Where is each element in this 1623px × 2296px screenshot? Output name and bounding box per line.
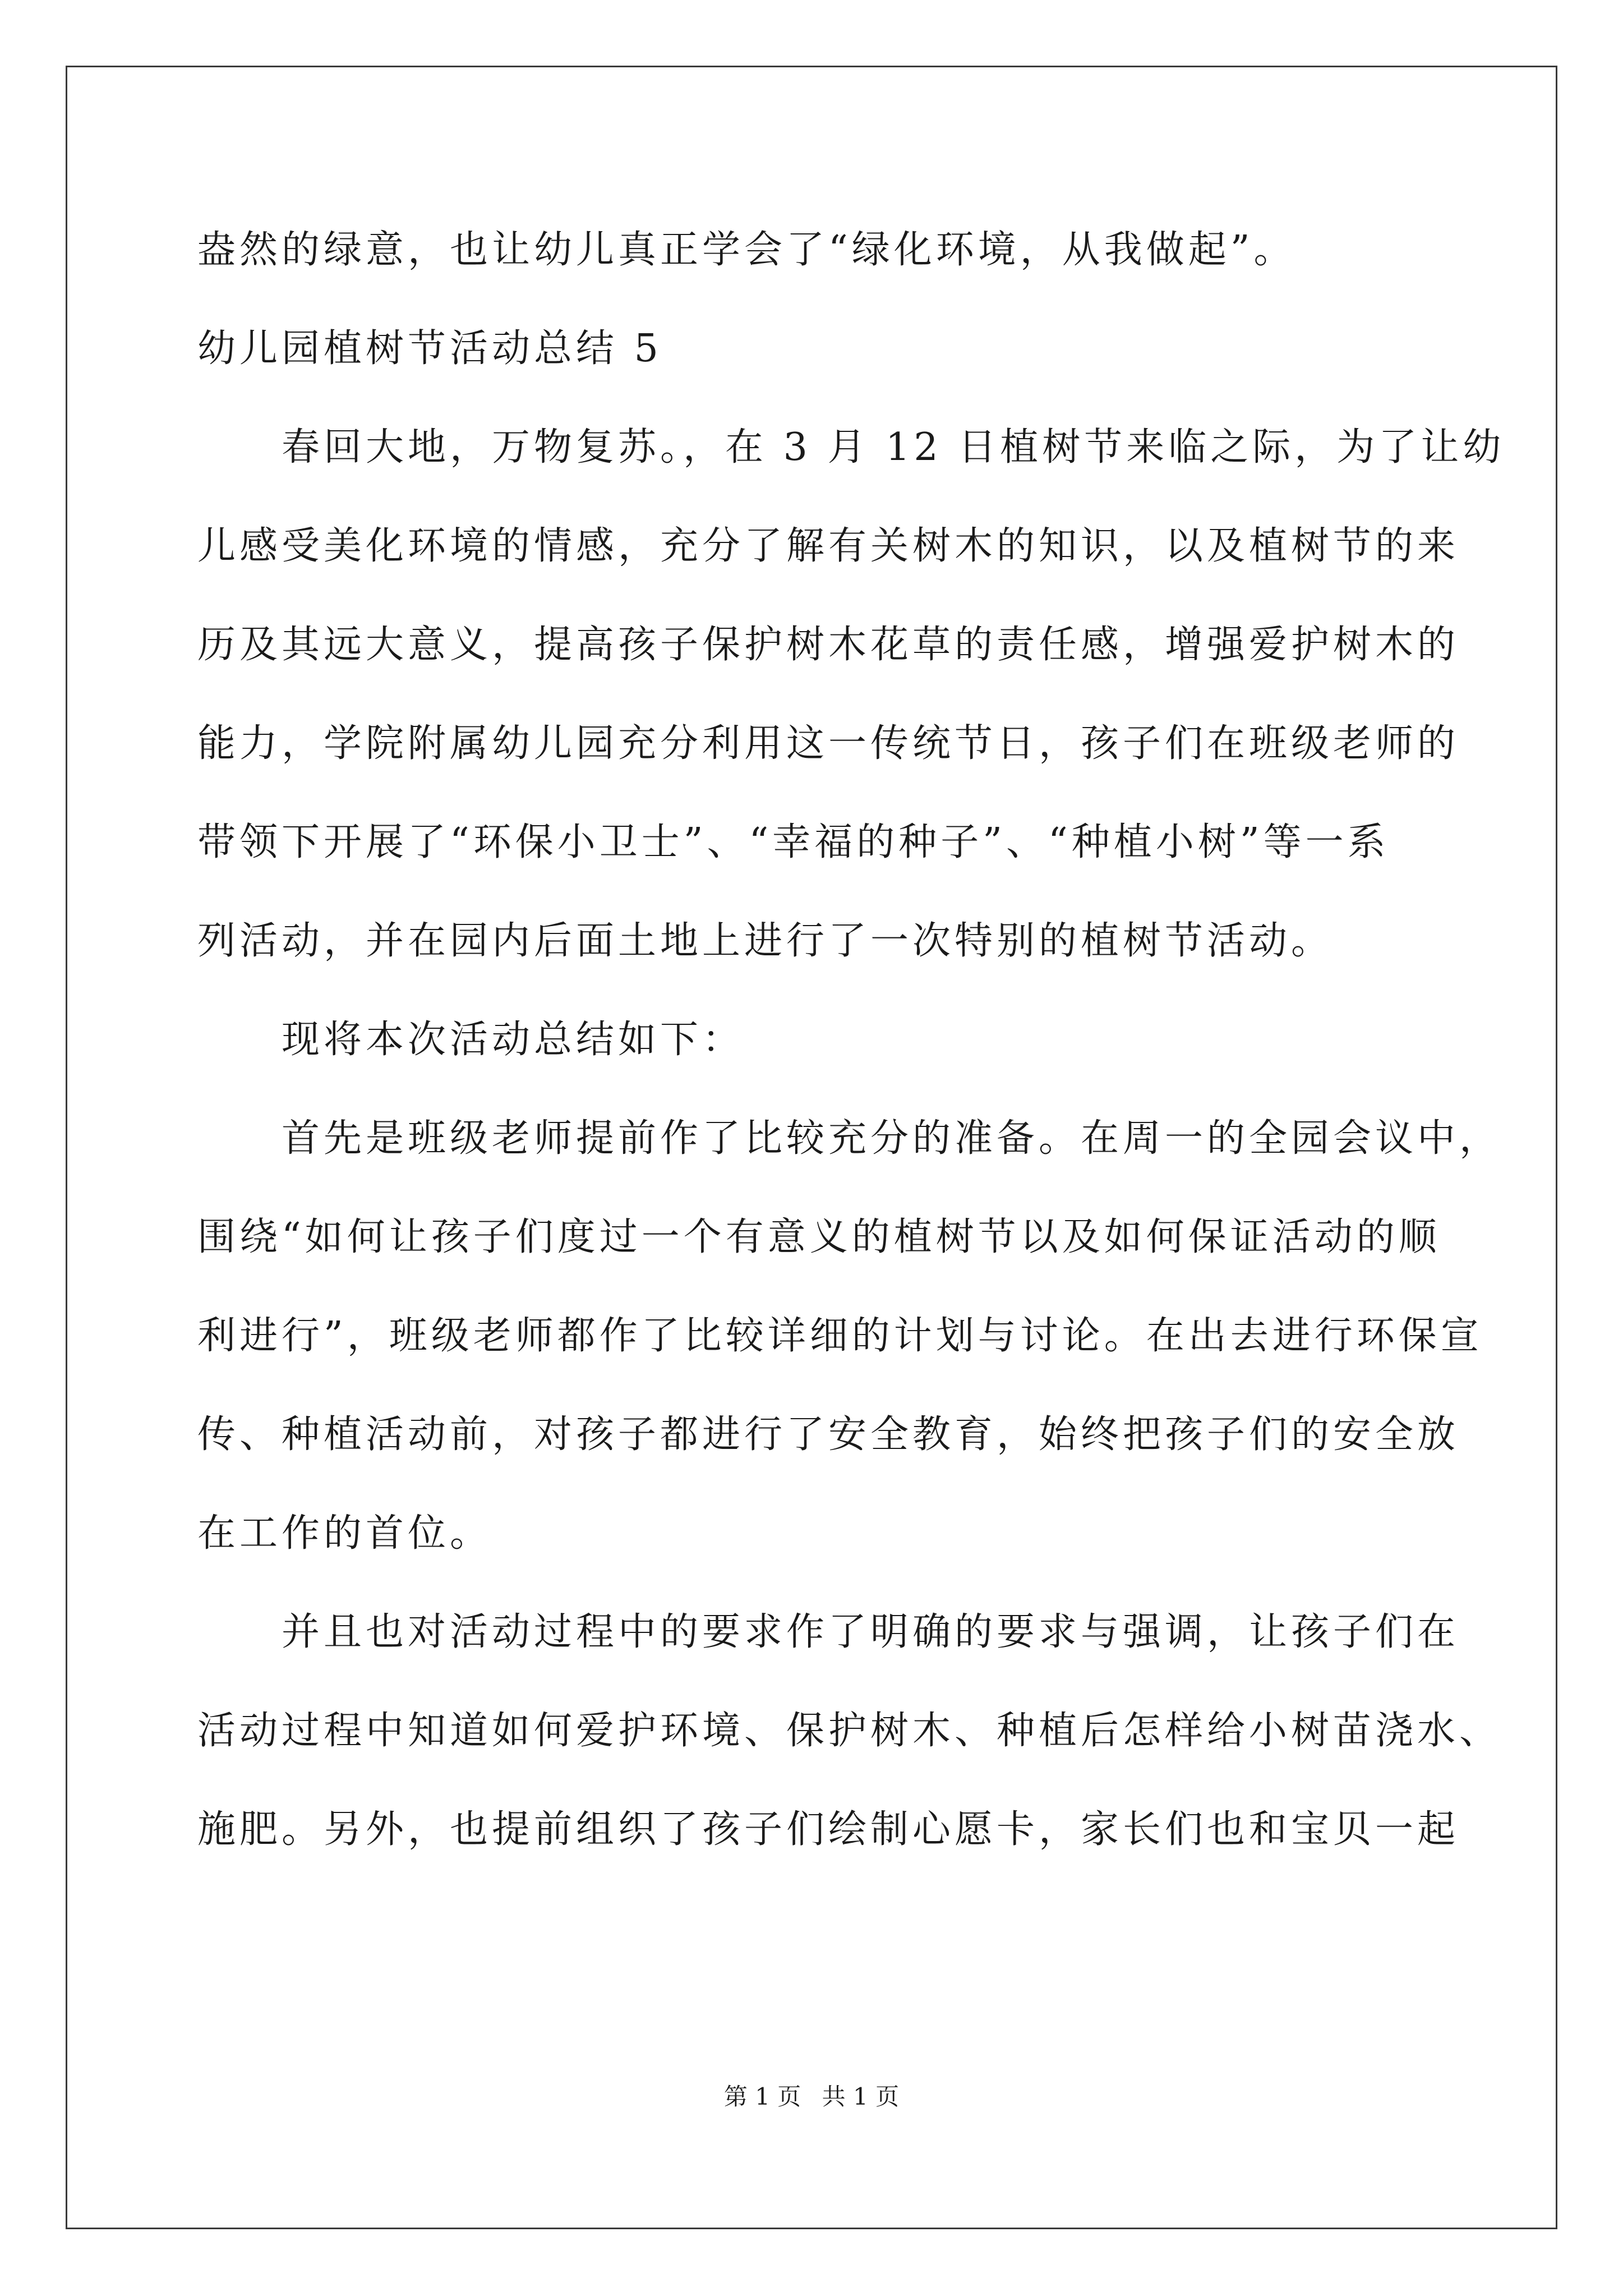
text-line: 活动过程中知道如何爱护环境、保护树木、种植后怎样给小树苗浇水、 <box>197 1709 1502 1753</box>
text-line: 围绕“如何让孩子们度过一个有意义的植树节以及如何保证活动的顺 <box>197 1215 1441 1259</box>
text-line: 能力，学院附属幼儿园充分利用这一传统节日，孩子们在班级老师的 <box>197 721 1460 766</box>
text-line: 列活动，并在园内后面土地上进行了一次特别的植树节活动。 <box>197 919 1334 963</box>
text-line: 传、种植活动前，对孩子都进行了安全教育，始终把孩子们的安全放 <box>197 1412 1460 1457</box>
page-number: 第 1 页 <box>723 2083 801 2110</box>
page-footer <box>0 2080 1623 2114</box>
text-line: 现将本次活动总结如下： <box>282 1018 745 1062</box>
text-line: 首先是班级老师提前作了比较充分的准备。在周一的全园会议中， <box>282 1116 1502 1161</box>
text-line: 带领下开展了“环保小卫士”、“幸福的种子”、“种植小树”等一系 <box>197 820 1390 864</box>
text-line: 历及其远大意义，提高孩子保护树木花草的责任感，增强爱护树木的 <box>197 623 1460 667</box>
section-heading: 幼儿园植树节活动总结 5 <box>197 326 662 371</box>
text-line: 利进行”，班级老师都作了比较详细的计划与讨论。在出去进行环保宣 <box>197 1314 1483 1358</box>
text-line: 施肥。另外，也提前组织了孩子们绘制心愿卡，家长们也和宝贝一起 <box>197 1807 1460 1852</box>
text-line: 在工作的首位。 <box>197 1511 492 1556</box>
text-line: 盎然的绿意，也让幼儿真正学会了“绿化环境，从我做起”。 <box>197 228 1296 272</box>
text-line: 并且也对活动过程中的要求作了明确的要求与强调，让孩子们在 <box>282 1610 1460 1654</box>
text-line: 春回大地，万物复苏。，在 3 月 12 日植树节来临之际，为了让幼 <box>282 425 1505 470</box>
text-line: 儿感受美化环境的情感，充分了解有关树木的知识，以及植树节的来 <box>197 524 1460 568</box>
page-total: 共 1 页 <box>822 2083 900 2110</box>
